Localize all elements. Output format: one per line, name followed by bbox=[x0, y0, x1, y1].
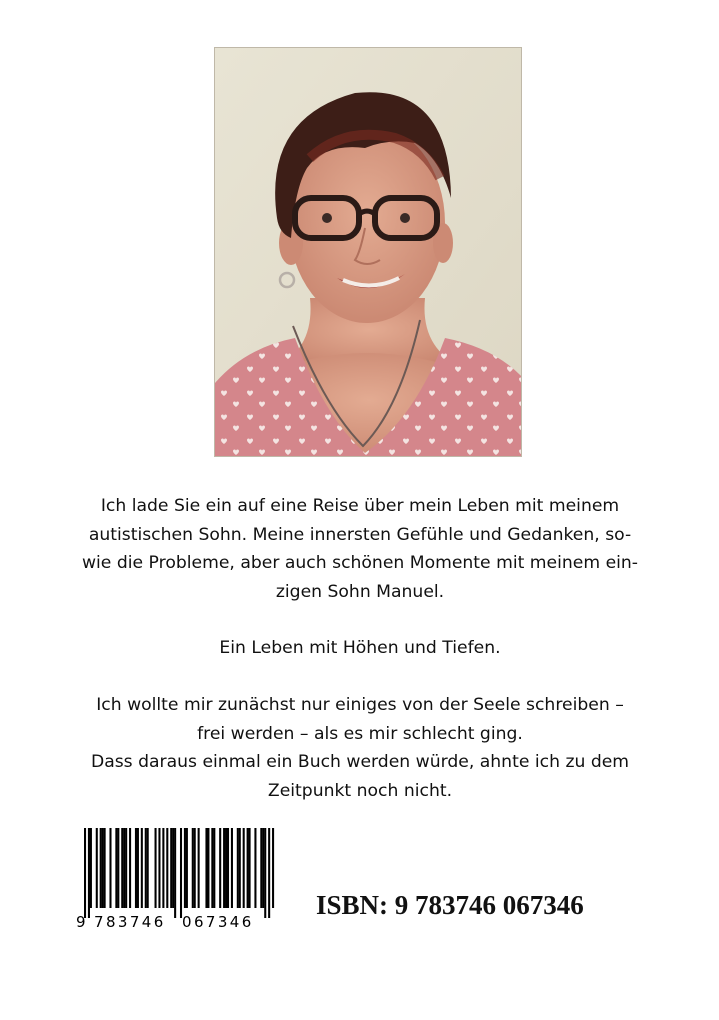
barcode-bar bbox=[239, 828, 241, 908]
barcode-bar bbox=[254, 828, 256, 908]
barcode-digits bbox=[76, 913, 276, 931]
barcode-bar bbox=[243, 828, 245, 908]
barcode-group-1: 783746 bbox=[94, 913, 166, 931]
barcode-bar bbox=[211, 828, 213, 908]
barcode-bar bbox=[237, 828, 239, 908]
barcode-bar bbox=[100, 828, 102, 908]
barcode-first-digit: 9 bbox=[76, 913, 86, 931]
blurb-line: Ich lade Sie ein auf eine Reise über mein Leben mit meinem bbox=[100, 496, 620, 516]
barcode-bar bbox=[166, 828, 168, 908]
barcode-bar bbox=[227, 828, 229, 908]
barcode-bar bbox=[125, 828, 127, 908]
blurb-line: autistischen Sohn. Meine innersten Gefühle und Gedanken, so- bbox=[88, 524, 632, 545]
barcode-bar bbox=[135, 828, 137, 908]
blurb-line: Ich wollte mir zunächst nur einiges von der Seele schreiben – bbox=[96, 694, 624, 715]
barcode-bar bbox=[129, 828, 131, 908]
barcode-bar bbox=[162, 828, 164, 908]
barcode-bar bbox=[174, 828, 176, 918]
blurb-line: Dass daraus einmal ein Buch werden würde, ahnte ich zu dem bbox=[90, 752, 630, 773]
barcode-bar bbox=[158, 828, 160, 908]
barcode-bar bbox=[198, 828, 200, 908]
barcode-bar bbox=[192, 828, 194, 908]
barcode-bar bbox=[104, 828, 106, 908]
barcode-bar bbox=[225, 828, 227, 908]
blurb-paragraph-3 bbox=[60, 691, 660, 805]
barcode-bar bbox=[121, 828, 123, 908]
barcode-bar bbox=[141, 828, 143, 908]
barcode-bar bbox=[102, 828, 104, 908]
barcode-bar bbox=[262, 828, 264, 908]
barcode-bar bbox=[109, 828, 111, 908]
barcode-bar bbox=[147, 828, 149, 908]
isbn-label: ISBN: 9 783746 067346 bbox=[316, 890, 584, 920]
barcode-bar bbox=[194, 828, 196, 908]
barcode-bar bbox=[231, 828, 233, 908]
barcode-bar bbox=[90, 828, 92, 908]
barcode-bar bbox=[88, 828, 90, 918]
blurb-line: zigen Sohn Manuel. bbox=[275, 581, 445, 602]
barcode-bar bbox=[207, 828, 209, 908]
barcode-bar bbox=[184, 828, 186, 908]
barcode-bar bbox=[84, 828, 86, 918]
barcode-bar bbox=[219, 828, 221, 908]
author-photo bbox=[214, 47, 522, 457]
barcode-bar bbox=[155, 828, 157, 908]
barcode-bar bbox=[186, 828, 188, 908]
barcode-bar bbox=[272, 828, 274, 908]
back-cover-blurb bbox=[60, 492, 660, 805]
barcode-bar bbox=[247, 828, 249, 908]
barcode-bar bbox=[260, 828, 262, 908]
barcode-group-2: 067346 bbox=[182, 913, 254, 931]
barcode-bar bbox=[170, 828, 172, 908]
blurb-paragraph-2 bbox=[60, 634, 660, 663]
blurb-line: Ein Leben mit Höhen und Tiefen. bbox=[219, 638, 501, 659]
barcode-bar bbox=[249, 828, 251, 908]
blurb-paragraph-1 bbox=[60, 492, 660, 606]
blurb-line: wie die Probleme, aber auch schönen Momente mit meinem ein- bbox=[81, 553, 639, 574]
barcode-bar bbox=[117, 828, 119, 908]
barcode-bar bbox=[180, 828, 182, 918]
barcode-bar bbox=[223, 828, 225, 908]
barcode-bar bbox=[264, 828, 266, 918]
barcode-bar bbox=[137, 828, 139, 908]
barcode-bar bbox=[96, 828, 98, 908]
blurb-line: Zeitpunkt noch nicht. bbox=[267, 780, 453, 801]
barcode-bar bbox=[213, 828, 215, 908]
barcode-bar bbox=[205, 828, 207, 908]
barcode-bar bbox=[115, 828, 117, 908]
blurb-line: frei werden – als es mir schlecht ging. bbox=[197, 723, 523, 744]
barcode-bar bbox=[268, 828, 270, 918]
barcode-bar bbox=[172, 828, 174, 908]
barcode-bar bbox=[145, 828, 147, 908]
barcode-bar bbox=[123, 828, 125, 908]
